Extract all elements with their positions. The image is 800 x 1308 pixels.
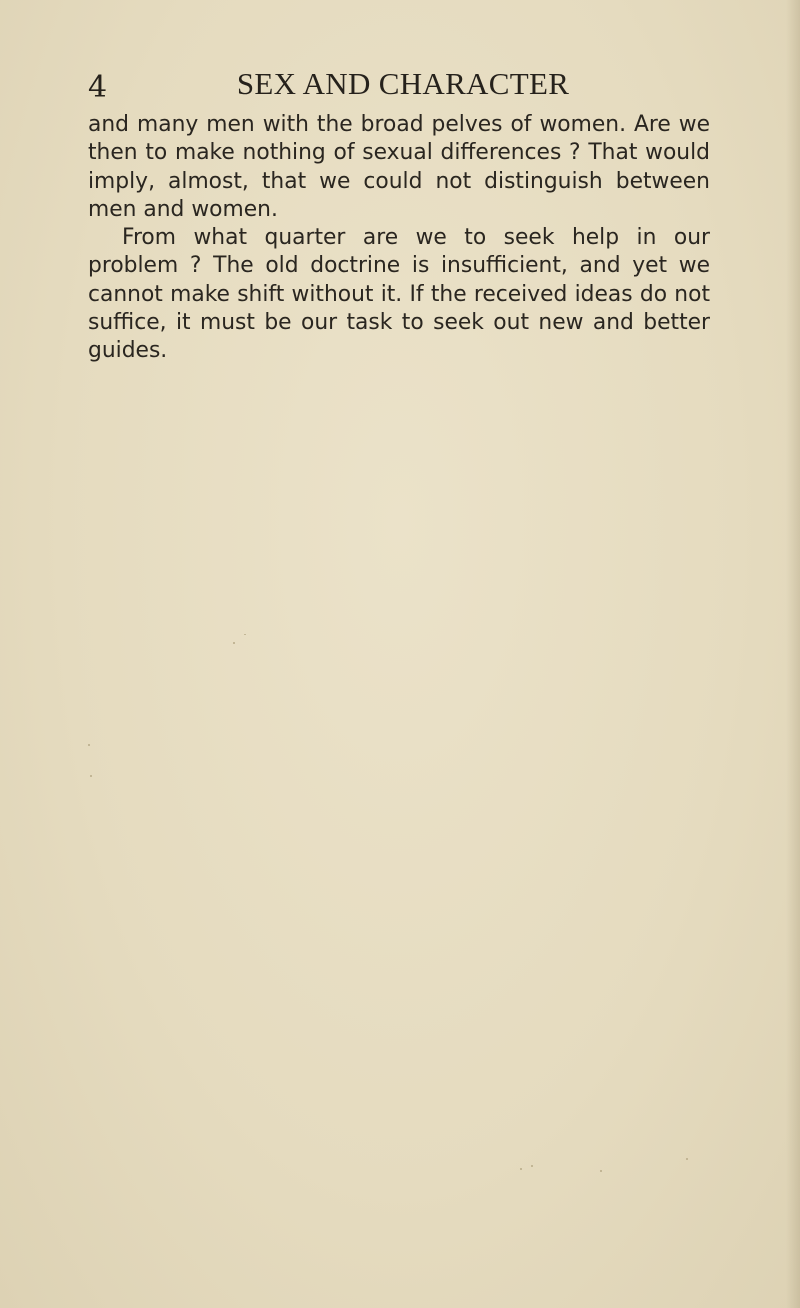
paper-speck xyxy=(244,634,246,635)
paper-speck xyxy=(531,1165,533,1167)
body-text xyxy=(88,111,710,366)
paragraph-2: From what quarter are we to seek help in our problem ? The old doctrine is insufficient, and yet we cannot make shift without it. If the received ideas do not suffice, it must be our task to seek out new and better guides. xyxy=(88,225,710,364)
page-edge-shadow xyxy=(786,0,800,1308)
paragraph-1: and many men with the broad pelves of women. Are we then to make nothing of sexual differences ? That would imply, almost, that we could not distinguish between men and women. xyxy=(88,112,710,222)
paper-speck xyxy=(90,775,92,777)
paper-speck xyxy=(233,642,235,644)
paper-speck xyxy=(686,1158,688,1160)
paper-speck xyxy=(600,1170,602,1172)
running-title: SEX AND CHARACTER xyxy=(236,66,570,101)
paper-speck xyxy=(88,744,90,746)
page-number: 4 xyxy=(88,70,108,105)
paper-speck xyxy=(520,1168,522,1170)
page-header xyxy=(88,64,718,108)
